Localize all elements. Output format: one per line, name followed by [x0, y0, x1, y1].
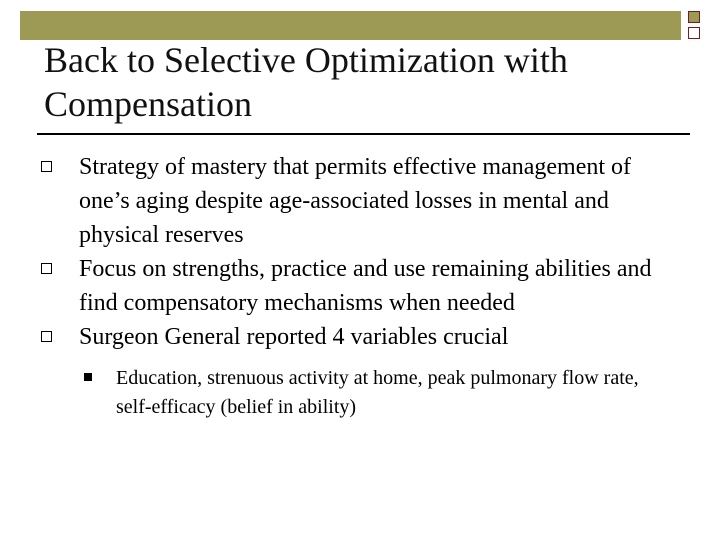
title-accent-bar [20, 11, 681, 40]
sub-bullet-item [0, 364, 676, 422]
bullet-list [0, 150, 720, 422]
bullet-text: Strategy of mastery that permits effective management of one’s aging despite age-associated losses in mental and physical reserves [79, 154, 632, 248]
title-underline [37, 133, 690, 135]
corner-decoration [688, 11, 704, 41]
filled-square-icon [688, 11, 700, 23]
bullet-text: Surgeon General reported 4 variables crucial [79, 324, 509, 350]
hollow-square-bullet-icon [41, 331, 52, 342]
hollow-square-bullet-icon [41, 161, 52, 172]
slide-title: Back to Selective Optimization with Compensation [44, 40, 568, 124]
bullet-item [0, 320, 659, 354]
outline-square-icon [688, 27, 700, 39]
hollow-square-bullet-icon [41, 263, 52, 274]
sub-bullet-text: Education, strenuous activity at home, peak pulmonary flow rate, self-efficacy (belief in ability) [116, 367, 639, 418]
bullet-item [0, 150, 659, 252]
bullet-item [0, 252, 659, 320]
filled-square-bullet-icon [84, 373, 92, 381]
bullet-text: Focus on strengths, practice and use remaining abilities and find compensatory mechanisms when needed [79, 256, 652, 316]
